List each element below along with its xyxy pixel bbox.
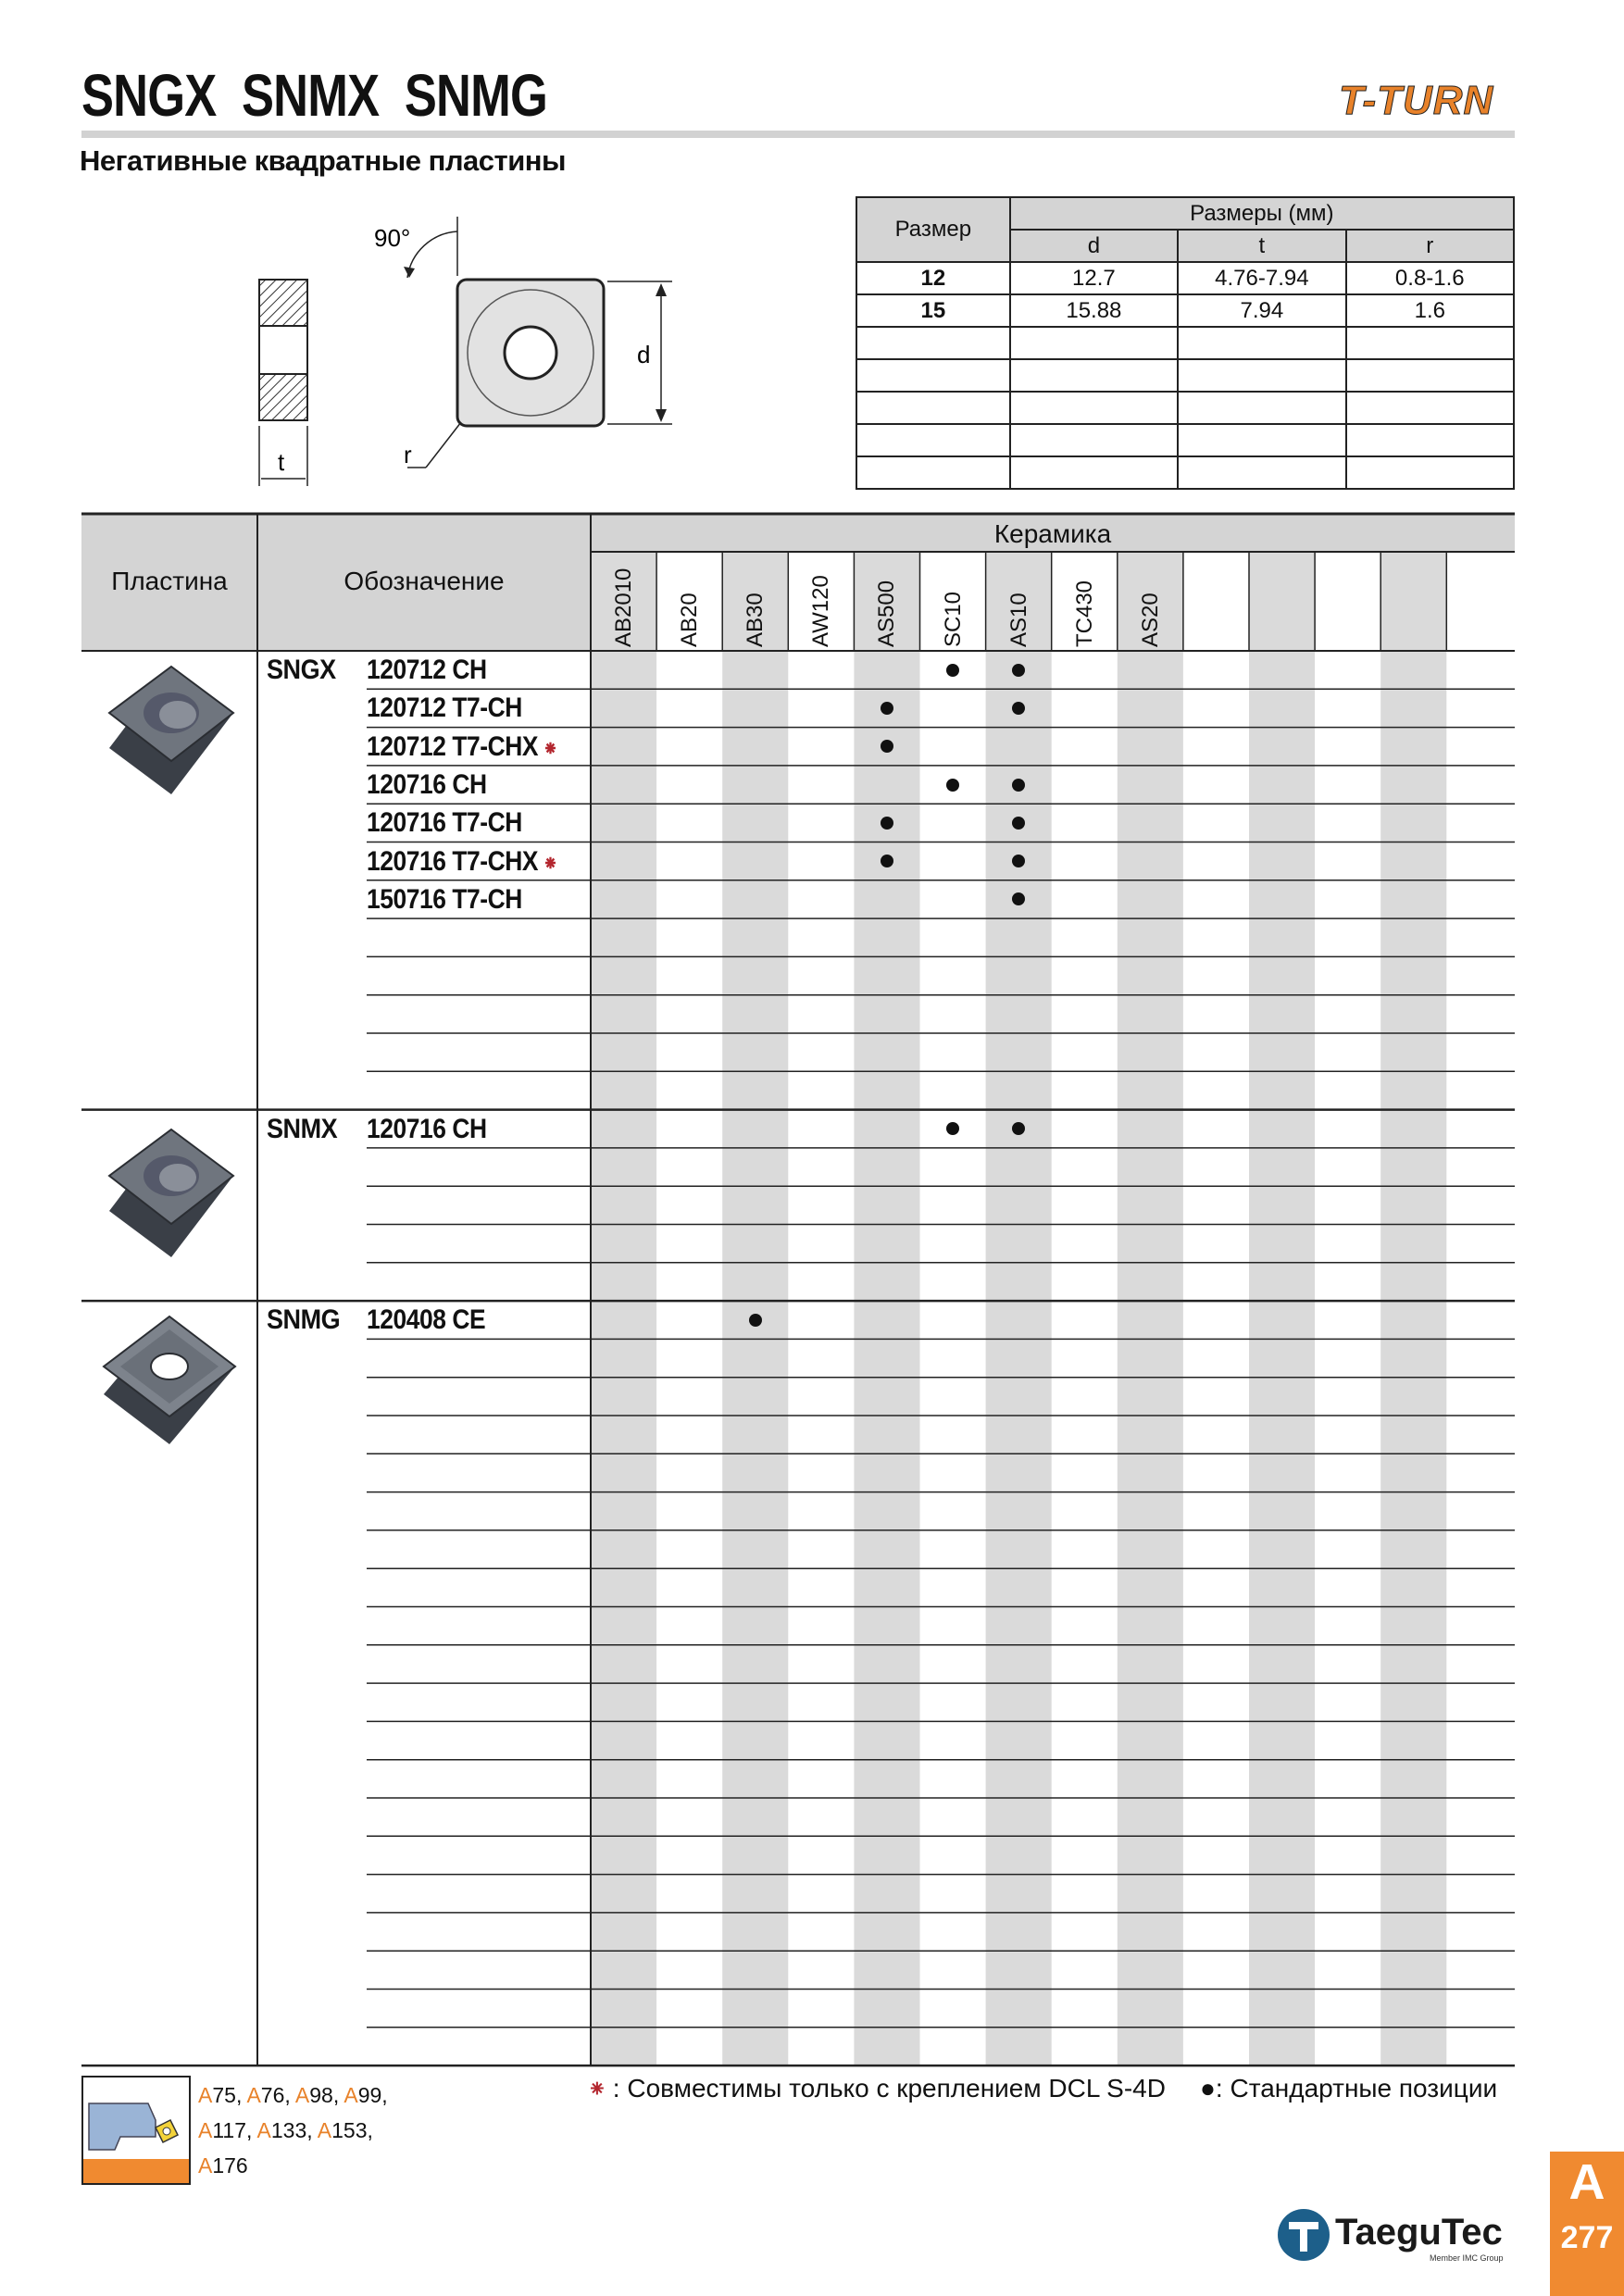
grade-column-shade	[1249, 552, 1315, 2065]
r-label: r	[404, 441, 412, 468]
designation-code: 120712 T7-CHX ⁕	[367, 730, 558, 762]
special-star-icon: ⁕	[543, 851, 558, 875]
page-ref-link[interactable]: A133	[256, 2118, 307, 2142]
insert-column-header: Пластина	[111, 567, 228, 595]
snmx-insert-image	[102, 1122, 241, 1261]
designation-code: 120712 CH	[367, 655, 487, 685]
availability-dot-sc10	[946, 664, 959, 677]
designation-code: 120408 CE	[367, 1304, 486, 1336]
page-title: SNGX SNMX SNMG	[81, 62, 547, 129]
dimensions-group-header: Размеры (мм)	[1010, 197, 1514, 230]
designation-code: 120716 CH	[367, 1113, 487, 1144]
page-ref-link[interactable]: A98	[294, 2083, 333, 2107]
page-ref-link[interactable]: A117	[198, 2118, 247, 2142]
taegutec-logo	[1276, 2198, 1517, 2277]
grade-header-tc430: TC430	[1071, 580, 1097, 647]
section-letter: A	[1568, 2154, 1605, 2210]
dim-t: 7.94	[1178, 294, 1345, 327]
dim-r: 1.6	[1346, 294, 1514, 327]
dot-icon: ●	[1200, 2074, 1216, 2103]
designation-code: 150716 T7-CH	[367, 883, 522, 915]
page-ref-link[interactable]: A99	[344, 2083, 382, 2107]
grade-column-shade	[1118, 552, 1183, 2065]
holder-icon	[83, 2078, 189, 2183]
logo-text: TaeguTec	[1335, 2212, 1503, 2252]
designation-code: 120716 T7-CH	[367, 807, 522, 839]
grade-header-ab30: AB30	[743, 593, 768, 647]
snmg-insert-image	[100, 1313, 239, 1452]
page-ref-link[interactable]: A75	[198, 2083, 236, 2107]
d-label: d	[637, 341, 651, 368]
designation-column-header: Обозначение	[344, 567, 505, 595]
footnote	[587, 2074, 1166, 2103]
angle-label: 90°	[374, 224, 411, 252]
page-ref-link[interactable]: A153	[317, 2118, 368, 2142]
page-ref-link[interactable]: A76	[246, 2083, 285, 2107]
page-ref-link[interactable]: A176	[198, 2153, 248, 2177]
logo-subtext: Member IMC Group	[1430, 2253, 1504, 2263]
dim-size: 12	[856, 262, 1010, 294]
grade-header-as500: AS500	[874, 580, 900, 647]
family-label: SNGX	[267, 655, 336, 685]
grade-header-as20: AS20	[1137, 593, 1163, 647]
dim-col-t: t	[1178, 230, 1345, 262]
grade-header-ab2010: AB2010	[611, 568, 636, 647]
availability-dot-as10	[1012, 702, 1025, 715]
footnote-text: : Совместимы только с креплением DCL S-4D	[612, 2074, 1166, 2103]
grade-column-shade	[1380, 552, 1446, 2065]
dim-d: 15.88	[1010, 294, 1178, 327]
availability-dot-as500	[881, 702, 893, 715]
ceramic-group-header: Керамика	[993, 519, 1112, 548]
dim-col-r: r	[1346, 230, 1514, 262]
grade-header-aw120: AW120	[808, 575, 834, 647]
grade-header-ab20: AB20	[677, 593, 703, 647]
grade-column-shade	[722, 552, 788, 2065]
family-label: SNMG	[267, 1304, 341, 1336]
legend	[1200, 2074, 1497, 2103]
sngx-insert-image	[102, 659, 241, 798]
dim-t: 4.76-7.94	[1178, 262, 1345, 294]
designation-code: 120716 CH	[367, 768, 487, 800]
grade-column-shade	[854, 552, 919, 2065]
dim-col-d: d	[1010, 230, 1178, 262]
page-number: 277	[1560, 2220, 1614, 2255]
t-turn-logo: T-TURN	[1339, 78, 1494, 123]
availability-dot-as10	[1012, 779, 1025, 792]
dim-d: 12.7	[1010, 262, 1178, 294]
size-header: Размер	[856, 197, 1010, 262]
t-label: t	[278, 448, 285, 476]
availability-dot-as500	[881, 817, 893, 830]
grade-header-sc10: SC10	[940, 591, 966, 647]
page-references: A75, A76, A98, A99, A117, A133, A153, A176	[198, 2083, 388, 2177]
grade-header-as10: AS10	[1006, 593, 1031, 647]
designation-code: 120712 T7-CH	[367, 693, 522, 724]
holder-thumbnail	[81, 2076, 191, 2185]
availability-dot-as10	[1012, 664, 1025, 677]
availability-dot-ab30	[749, 1314, 762, 1327]
availability-dot-as10	[1012, 817, 1025, 830]
dim-size: 15	[856, 294, 1010, 327]
legend-text: : Стандартные позиции	[1215, 2074, 1498, 2103]
family-label: SNMX	[267, 1113, 338, 1144]
page-subtitle: Негативные квадратные пластины	[80, 144, 566, 177]
special-star-icon: ⁕	[543, 736, 558, 760]
dim-r: 0.8-1.6	[1346, 262, 1514, 294]
availability-dot-as500	[881, 855, 893, 867]
designation-code: 120716 T7-CHX ⁕	[367, 845, 558, 877]
availability-dot-sc10	[946, 779, 959, 792]
grade-column-shade	[591, 552, 656, 2065]
special-star-icon: ⁕	[587, 2075, 607, 2103]
